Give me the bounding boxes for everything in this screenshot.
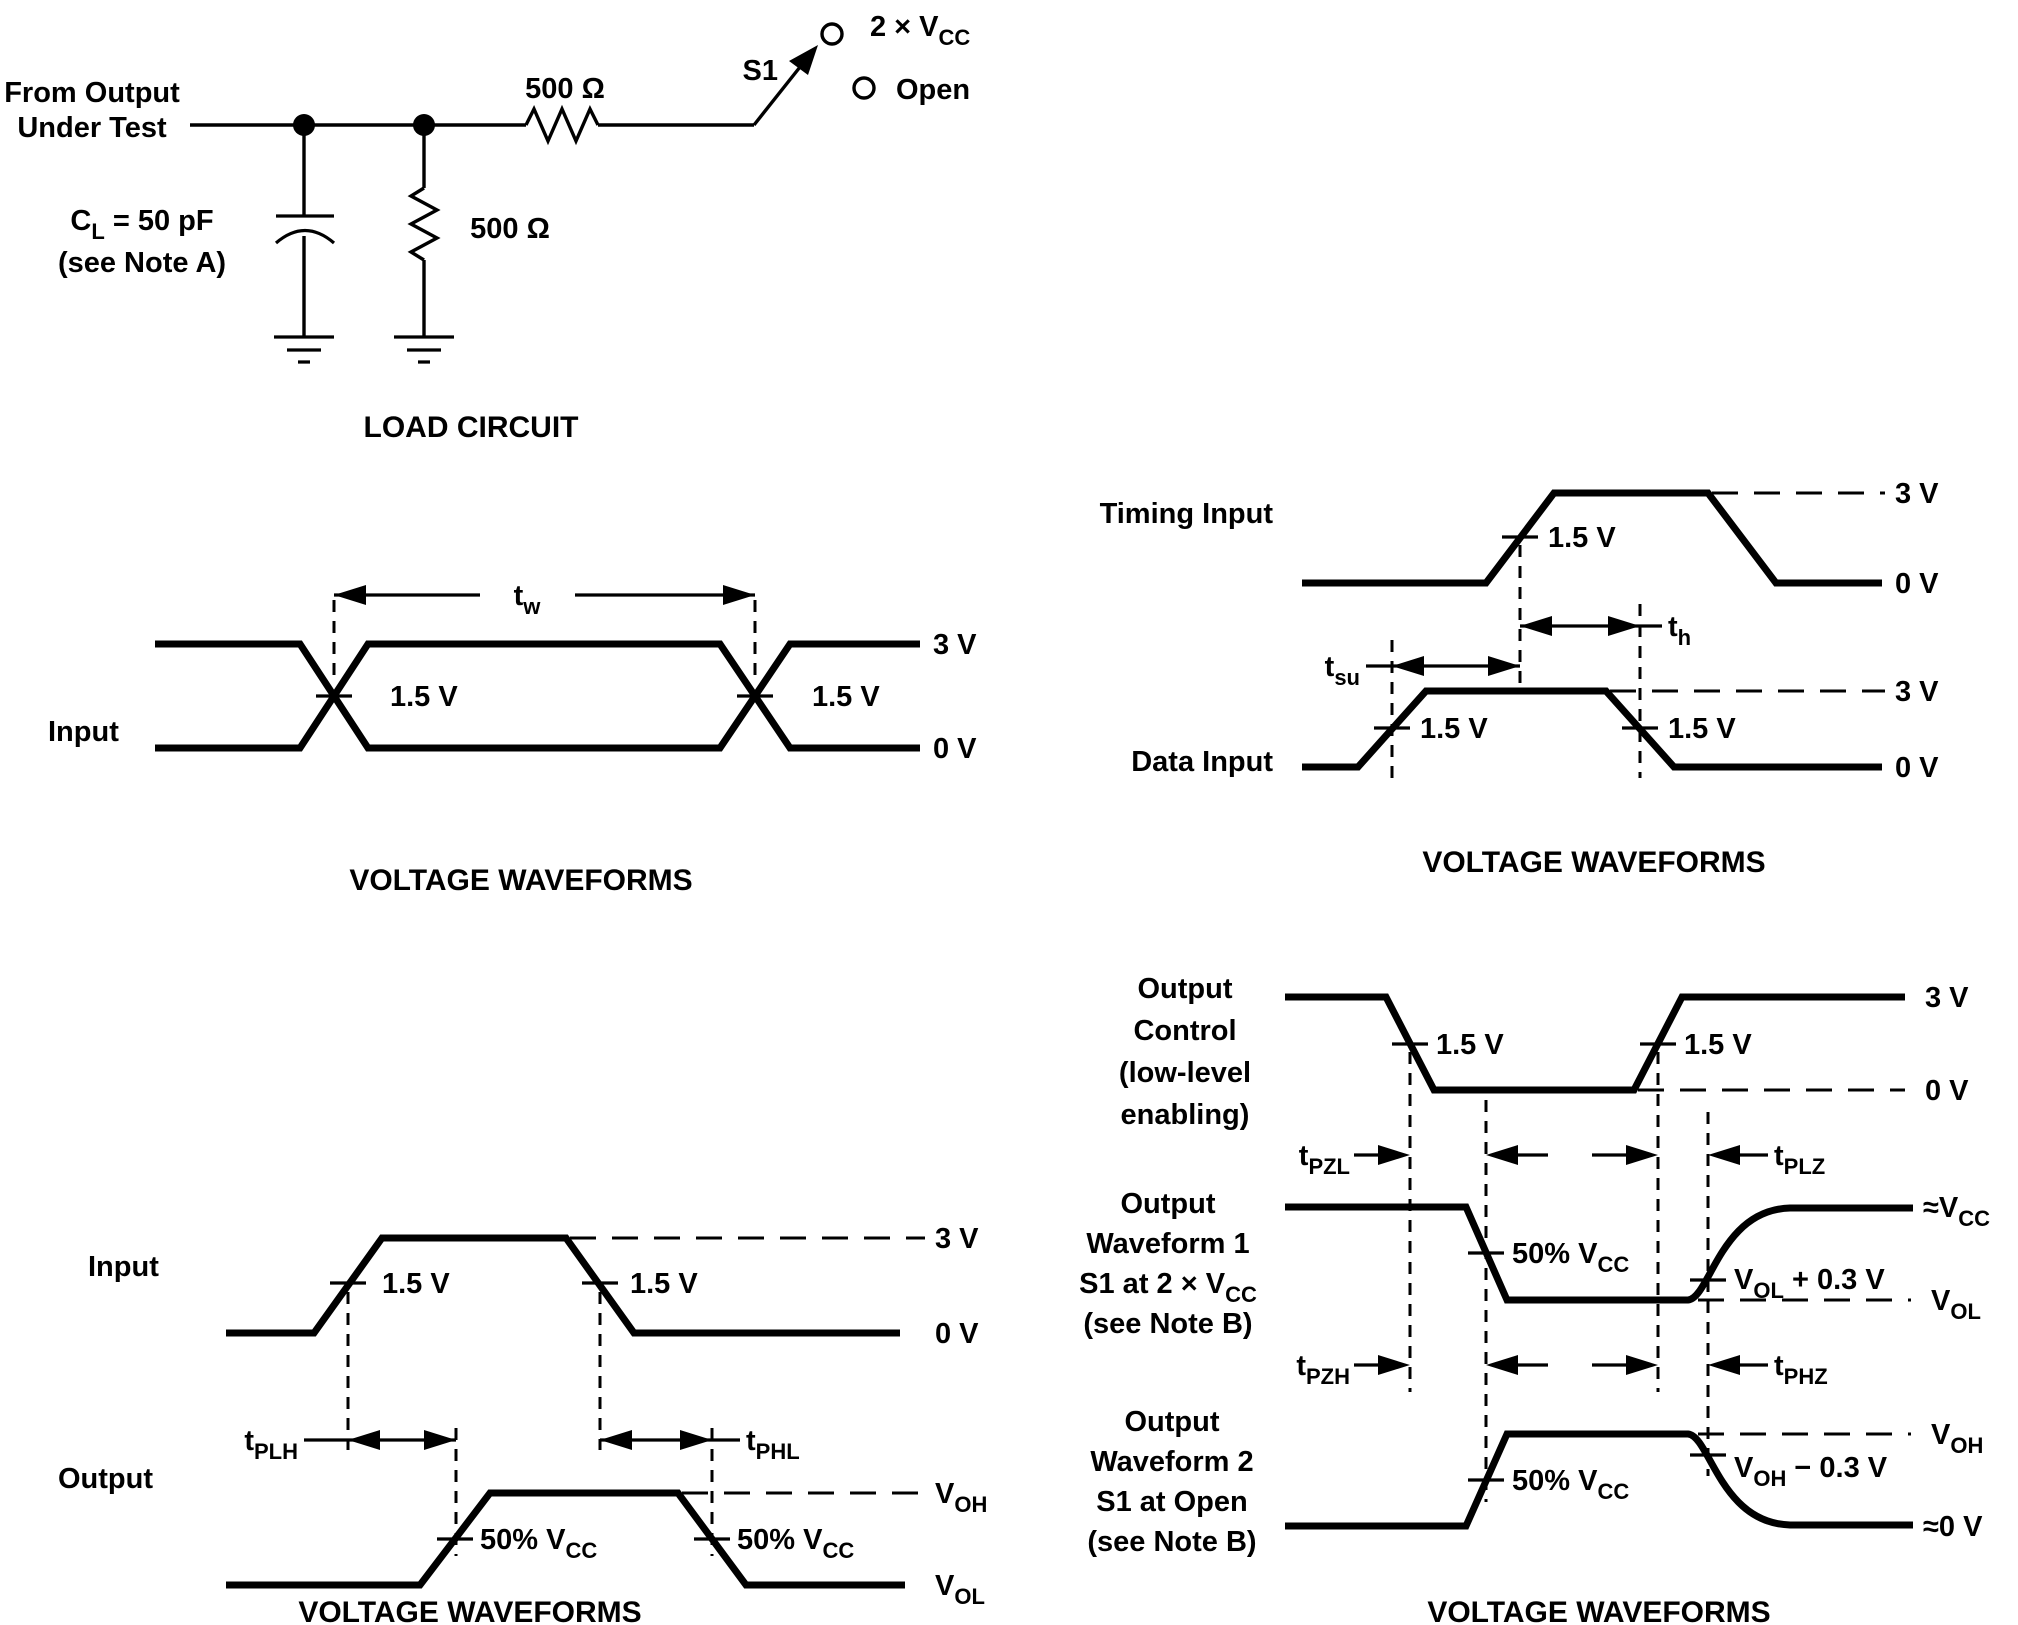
switch-pos1-label: $2 \times V_{CC}$ — [870, 11, 971, 50]
tpzh-tphz-arrows — [1354, 1355, 1768, 1375]
voh-label: $V_{OH}$ — [1931, 1419, 1984, 1458]
tw-arrow — [334, 585, 755, 605]
high-level-label: 3 V — [935, 1223, 979, 1255]
control-label-line1: Output — [1137, 973, 1233, 1005]
tphz-label: $t_{PHZ}$ — [1774, 1350, 1828, 1389]
ref-level-label: 1.5 V — [630, 1268, 698, 1300]
ground-lines — [274, 337, 334, 362]
tphl-arrow — [600, 1430, 740, 1450]
vol-plus-label: $V_{OL} + 0.3$ V — [1734, 1264, 1885, 1303]
tplh-arrow — [304, 1430, 456, 1450]
wf2-label-line1: Output — [1124, 1406, 1220, 1438]
arrowhead-left-icon — [1486, 1355, 1518, 1375]
switch-pos2-label: Open — [896, 74, 971, 106]
mid-level-label: 50% $V_{CC}$ — [1512, 1238, 1630, 1277]
low-level-label: 0 V — [1895, 568, 1939, 600]
wf1-label-line3: S1 at $2 \times V_{CC}$ — [1079, 1268, 1257, 1307]
ref-level-label: 1.5 V — [1420, 713, 1488, 745]
tw-label: $t_w$ — [513, 580, 541, 619]
tsu-arrow — [1366, 656, 1520, 676]
arrowhead-right-icon — [1626, 1145, 1658, 1165]
wf2-label-line2: Waveform 2 — [1090, 1446, 1254, 1478]
tplz-label: $t_{PLZ}$ — [1774, 1140, 1826, 1179]
capacitor-label: $C_L = 50$ pF — [70, 205, 214, 244]
arrowhead-right-icon — [1608, 616, 1640, 636]
arrowhead-left-icon — [334, 585, 366, 605]
ref-level-label: 1.5 V — [390, 681, 458, 713]
control-label-line4: enabling) — [1120, 1099, 1250, 1131]
ground-icon — [394, 337, 454, 362]
control-label-line2: Control — [1133, 1015, 1237, 1047]
series-resistor-value: 500 Ω — [525, 73, 605, 105]
vol-label: $V_{OL}$ — [1931, 1285, 1981, 1324]
ref-level-label: 1.5 V — [1668, 713, 1736, 745]
ground-lines — [394, 337, 454, 362]
approx-zero-label: ≈0 V — [1923, 1511, 1983, 1543]
tpzl-tplz-arrows — [1354, 1145, 1768, 1165]
wf1-label-line1: Output — [1120, 1188, 1216, 1220]
source-label-line1: From Output — [4, 77, 180, 109]
ref-level-label: 1.5 V — [1436, 1029, 1504, 1061]
high-level-label: 3 V — [1925, 982, 1969, 1014]
arrowhead-right-icon — [1378, 1145, 1410, 1165]
arrowhead-right-icon — [1488, 656, 1520, 676]
mid-level-label: 50% $V_{CC}$ — [480, 1524, 598, 1563]
arrowhead-left-icon — [1392, 656, 1424, 676]
prop-delay-panel — [58, 1223, 987, 1625]
resistor-zigzag — [411, 188, 437, 260]
voh-minus-label: $V_{OH} - 0.3$ V — [1734, 1452, 1888, 1491]
low-level-label: 0 V — [1925, 1075, 1969, 1107]
tphl-label: $t_{PHL}$ — [746, 1425, 800, 1464]
input-high-trace — [155, 644, 920, 748]
ground-icon — [274, 337, 334, 362]
pulse-duration-panel — [48, 580, 977, 897]
series-resistor-icon — [526, 109, 598, 141]
approx-vcc-label: $\approx V_{CC}$ — [1923, 1192, 1991, 1231]
wf2-label-line4: (see Note B) — [1087, 1526, 1257, 1558]
vol-label: $V_{OL}$ — [935, 1570, 985, 1609]
prop-delay-caption: VOLTAGE WAVEFORMS — [298, 1596, 642, 1625]
arrowhead-left-icon — [1520, 616, 1552, 636]
arrowhead-left-icon — [348, 1430, 380, 1450]
tpzl-label: $t_{PZL}$ — [1298, 1140, 1350, 1179]
capacitor-note: (see Note A) — [57, 247, 227, 279]
low-level-label: 0 V — [1895, 752, 1939, 784]
switch-label: S1 — [742, 55, 778, 87]
mid-level-label: 50% $V_{CC}$ — [1512, 1465, 1630, 1504]
load-circuit-panel — [4, 11, 970, 444]
setup-hold-caption: VOLTAGE WAVEFORMS — [1422, 846, 1766, 879]
output-label: Output — [58, 1463, 154, 1495]
mid-level-label: 50% $V_{CC}$ — [737, 1524, 855, 1563]
high-level-label: 3 V — [933, 629, 977, 661]
tsu-label: $t_{su}$ — [1324, 651, 1360, 690]
arrowhead-left-icon — [1486, 1145, 1518, 1165]
switch-arrowhead-icon — [789, 45, 818, 75]
ref-level-label: 1.5 V — [382, 1268, 450, 1300]
input-waveform — [226, 1238, 900, 1333]
arrowhead-right-icon — [424, 1430, 456, 1450]
tplh-label: $t_{PLH}$ — [244, 1425, 298, 1464]
arrowhead-left-icon — [1708, 1145, 1740, 1165]
switch-terminal-2vcc — [822, 24, 842, 44]
th-label: $t_h$ — [1668, 611, 1692, 650]
shunt-resistor-value: 500 Ω — [470, 213, 550, 245]
input-low-trace — [155, 644, 920, 748]
high-level-label: 3 V — [1895, 478, 1939, 510]
pulse-caption: VOLTAGE WAVEFORMS — [349, 864, 693, 897]
ref-level-label: 1.5 V — [1684, 1029, 1752, 1061]
dashed-ref-lines — [348, 1292, 600, 1450]
ref-level-label: 1.5 V — [1548, 522, 1616, 554]
high-level-label: 3 V — [1895, 676, 1939, 708]
arrowhead-right-icon — [723, 585, 755, 605]
setup-hold-panel — [1100, 478, 1940, 879]
arrowhead-right-icon — [680, 1430, 712, 1450]
low-level-label: 0 V — [933, 733, 977, 765]
source-label-line2: Under Test — [17, 112, 167, 144]
load-circuit-caption: LOAD CIRCUIT — [363, 411, 579, 444]
input-label: Input — [88, 1251, 159, 1283]
arrowhead-left-icon — [600, 1430, 632, 1450]
tpzh-label: $t_{PZH}$ — [1296, 1350, 1350, 1389]
wf1-label-line2: Waveform 1 — [1086, 1228, 1250, 1260]
switch-terminal-open — [854, 78, 874, 98]
wf2-label-line3: S1 at Open — [1096, 1486, 1248, 1518]
output-control-waveform — [1285, 997, 1905, 1090]
capacitor-icon — [276, 125, 334, 337]
pulse-signal-label: Input — [48, 716, 119, 748]
enable-disable-caption: VOLTAGE WAVEFORMS — [1427, 1596, 1771, 1625]
shunt-resistor-icon — [411, 125, 437, 337]
voh-label: $V_{OH}$ — [935, 1478, 988, 1517]
timing-input-label: Timing Input — [1099, 498, 1273, 530]
wf1-label-line4: (see Note B) — [1083, 1308, 1253, 1340]
ref-level-label: 1.5 V — [812, 681, 880, 713]
control-label-line3: (low-level — [1118, 1057, 1252, 1089]
enable-disable-panel — [1079, 973, 1990, 1625]
arrowhead-right-icon — [1626, 1355, 1658, 1375]
low-level-label: 0 V — [935, 1318, 979, 1350]
arrowhead-right-icon — [1378, 1355, 1410, 1375]
data-input-label: Data Input — [1131, 746, 1273, 778]
arrowhead-left-icon — [1708, 1355, 1740, 1375]
